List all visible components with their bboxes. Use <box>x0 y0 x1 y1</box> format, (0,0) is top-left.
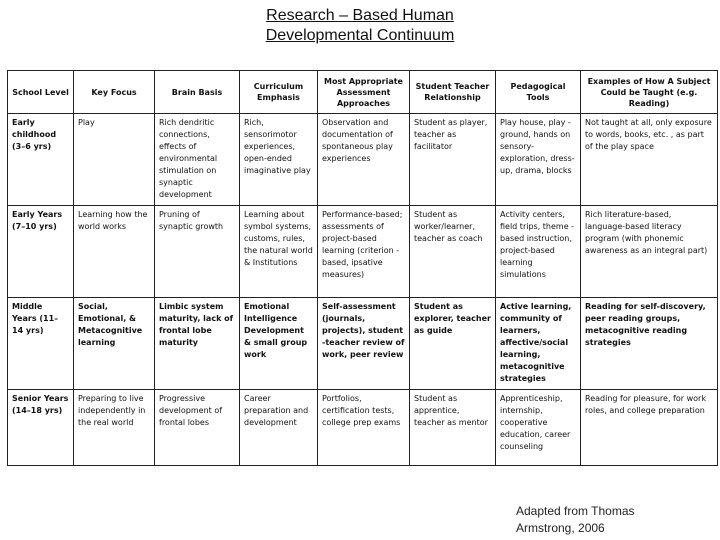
table-cell: Play house, play -ground, hands on sensory-exploration, dress-up, drama, blocks <box>496 114 581 206</box>
table-cell: Student as explorer, teacher as guide <box>410 298 496 390</box>
table-cell: Student as apprentice, teacher as mentor <box>410 390 496 466</box>
table-cell: Activity centers, field trips, theme -based instruction, project-based learning simulations <box>496 206 581 298</box>
table-cell: Rich dendritic connections, effects of environmental stimulation on synaptic development <box>155 114 240 206</box>
table-cell: Progressive development of frontal lobes <box>155 390 240 466</box>
header-pedagogical-tools: Pedagogical Tools <box>496 71 581 114</box>
table-cell: Social, Emotional, & Metacognitive learning <box>74 298 155 390</box>
table-cell: Reading for self-discovery, peer reading groups, metacognitive reading strategies <box>581 298 718 390</box>
source-credit <box>516 503 716 537</box>
table-row <box>8 206 718 298</box>
page-title <box>0 6 720 46</box>
header-assessment-approaches: Most Appropriate Assessment Approaches <box>318 71 410 114</box>
page-title-line-2: Developmental Continuum <box>265 27 455 44</box>
source-credit-line-1: Adapted from Thomas <box>516 504 635 518</box>
header-curriculum-emphasis: Curriculum Emphasis <box>240 71 318 114</box>
table-cell: Middle Years (11–14 yrs) <box>8 298 74 390</box>
table-cell: Not taught at all, only exposure to words, books, etc. , as part of the play space <box>581 114 718 206</box>
table-cell: Play <box>74 114 155 206</box>
table-cell: Senior Years (14–18 yrs) <box>8 390 74 466</box>
table-row <box>8 114 718 206</box>
table-cell: Emotional Intelligence Development & small group work <box>240 298 318 390</box>
table-cell: Early childhood (3–6 yrs) <box>8 114 74 206</box>
table-cell: Early Years (7–10 yrs) <box>8 206 74 298</box>
table-cell: Career preparation and development <box>240 390 318 466</box>
table-row <box>8 390 718 466</box>
table-cell: Active learning, community of learners, affective/social learning, metacognitive strategies <box>496 298 581 390</box>
table-cell: Reading for pleasure, for work roles, and college preparation <box>581 390 718 466</box>
page-title-line-1: Research – Based Human <box>266 7 454 24</box>
header-student-teacher-relationship: Student Teacher Relationship <box>410 71 496 114</box>
table-row <box>8 298 718 390</box>
table-cell: Observation and documentation of spontaneous play experiences <box>318 114 410 206</box>
table-cell: Performance-based; assessments of project-based learning (criterion - based, ipsative measures) <box>318 206 410 298</box>
table-cell: Limbic system maturity, lack of frontal lobe maturity <box>155 298 240 390</box>
table-cell: Preparing to live independently in the real world <box>74 390 155 466</box>
table-cell: Self-assessment (journals, projects), student -teacher review of work, peer review <box>318 298 410 390</box>
continuum-table <box>7 70 718 466</box>
source-credit-line-2: Armstrong, 2006 <box>516 521 605 535</box>
table-cell: Student as player, teacher as facilitator <box>410 114 496 206</box>
table-cell: Apprenticeship, internship, cooperative education, career counseling <box>496 390 581 466</box>
table-cell: Learning how the world works <box>74 206 155 298</box>
header-row <box>8 71 718 114</box>
table-cell: Rich literature-based, language-based literacy program (with phonemic awareness as an integral part) <box>581 206 718 298</box>
table-cell: Portfolios, certification tests, college prep exams <box>318 390 410 466</box>
table-cell: Pruning of synaptic growth <box>155 206 240 298</box>
table-cell: Rich, sensorimotor experiences, open-ended imaginative play <box>240 114 318 206</box>
header-key-focus: Key Focus <box>74 71 155 114</box>
table-cell: Learning about symbol systems, customs, rules, the natural world & Institutions <box>240 206 318 298</box>
header-school-level: School Level <box>8 71 74 114</box>
header-brain-basis: Brain Basis <box>155 71 240 114</box>
table-cell: Student as worker/learner, teacher as coach <box>410 206 496 298</box>
header-subject-examples: Examples of How A Subject Could be Taught (e.g. Reading) <box>581 71 718 114</box>
